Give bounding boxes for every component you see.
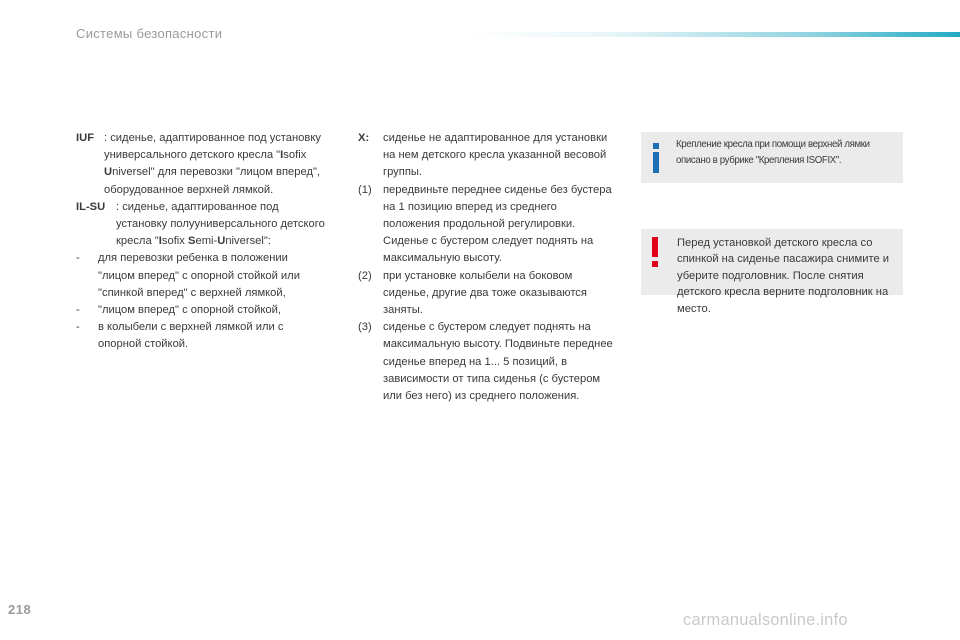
definition-bold-letter: S [188,235,196,248]
definition-term: X: [358,132,370,144]
list-item [76,319,326,353]
list-item [76,302,326,319]
definition-text: сиденье не адаптированное для установки на нем детского кресла указанной весовой группы. [383,132,608,179]
note-text: сиденье с бустером следует поднять на максимальную высоту. Подвиньте переднее сиденье вперед на 1... 5 позиций, в зависимости от типа сиденья (с бустером или без него) из среднего положения. [383,321,613,403]
warning-box [641,229,903,315]
note-text: при установке колыбели на боковом сиденье, другие два тоже оказываются заняты. [383,269,587,317]
note-item [358,268,616,320]
list-item-text: для перевозки ребенка в положении "лицом вперед" с опорной стойкой или "спинкой вперед" с верхней лямкой, [98,252,300,299]
list-item-text: "лицом вперед" с опорной стойкой, [98,304,281,317]
definition-il-su [76,199,326,251]
list-item-text: в колыбели с верхней лямкой или с опорной стойкой. [98,321,284,351]
info-box [641,132,903,183]
definition-bold-letter: U [104,166,113,179]
header-accent-bar [470,32,960,37]
definition-bold-letter: I [280,149,284,162]
definition-iuf [76,130,326,199]
definition-text: : сиденье, адаптированное под установку полууниверсального детского кресла " [116,200,325,248]
definition-term: IL-SU [76,200,106,213]
left-column [76,130,326,354]
info-text: Крепление кресла при помощи верхней лямки описано в рубрике "Крепления ISOFIX". [676,139,870,166]
definition-text: sofix [161,235,188,248]
note-number: (2) [358,269,372,282]
definition-text: niversel" для перевозки "лицом вперед", оборудованное верхней лямкой. [104,166,321,196]
list-dash: - [76,304,80,317]
note-number: (1) [358,183,372,196]
info-icon [650,143,662,173]
page-header-title: Системы безопасности [76,26,223,41]
definition-bold-letter: I [158,235,162,248]
definition-x [358,130,616,182]
note-number: (3) [358,321,372,334]
list-dash: - [76,252,80,265]
note-item [358,182,616,268]
note-text: передвиньте переднее сиденье без бустера на 1 позицию вперед из среднего положения продольной регулировки. Сиденье с бустером следует поднять на максимальную высоту. [383,183,612,265]
definition-term: IUF [76,132,95,144]
definition-text: sofix [283,149,307,162]
definition-bold-letter: U [217,235,226,248]
definition-text: niversel": [225,235,271,248]
warning-text: Перед установкой детского кресла со спинкой на сиденье пасажира снимите и уберите подголовник. После снятия детского кресла верните подголовник на место. [677,237,890,315]
exclamation-icon [651,237,659,267]
list-dash: - [76,321,80,334]
page-number: 218 [8,602,32,617]
note-item [358,319,616,405]
definition-text: emi- [195,235,218,248]
definition-text: : сиденье, адаптированное под установку универсального детского кресла " [104,132,321,162]
middle-column [358,130,616,405]
watermark: carmanualsonline.info [683,611,848,629]
list-item [76,250,326,302]
